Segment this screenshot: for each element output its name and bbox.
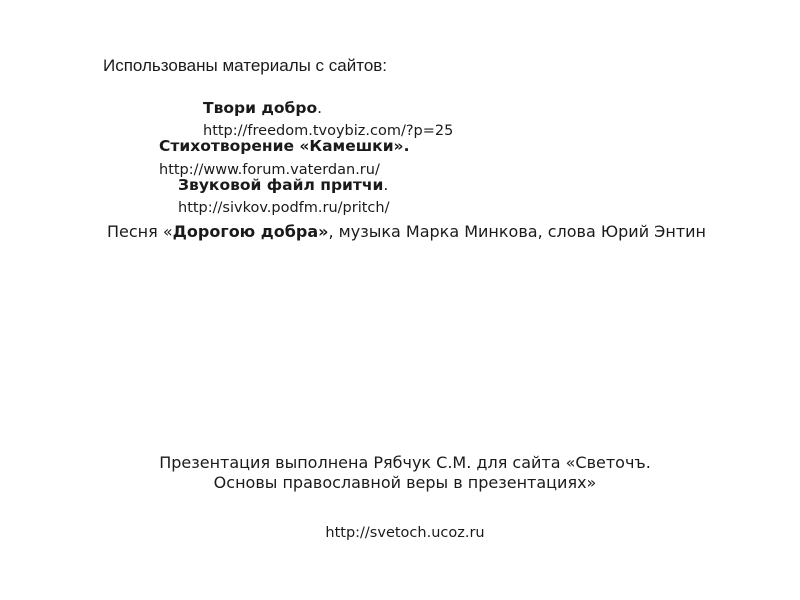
- source-title-2-text: Стихотворение «Камешки».: [159, 137, 410, 155]
- source-title-2: [159, 137, 409, 155]
- song-title: Дорогою добра»: [172, 222, 329, 241]
- source-url-2[interactable]: http://www.forum.vaterdan.ru/: [159, 162, 380, 178]
- source-title-1-text: Твори добро: [203, 99, 318, 117]
- source-url-1[interactable]: http://freedom.tvoybiz.com/?p=25: [203, 123, 454, 139]
- song-credit: [107, 222, 707, 242]
- song-prefix: Песня «: [107, 222, 173, 241]
- presentation-credit: Презентация выполнена Рябчук С.М. для сайта «Светочъ. Основы православной веры в презентациях»: [159, 453, 651, 492]
- source-title-3-text: Звуковой файл притчи: [178, 176, 384, 194]
- source-title-3: [178, 176, 388, 194]
- source-url-3[interactable]: http://sivkov.podfm.ru/pritch/: [178, 200, 390, 216]
- sources-heading: Использованы материалы с сайтов:: [103, 56, 388, 75]
- source-title-3-suffix: .: [383, 176, 389, 194]
- credit-url[interactable]: http://svetoch.ucoz.ru: [325, 525, 485, 541]
- source-title-1: [203, 99, 322, 117]
- source-title-1-suffix: .: [317, 99, 323, 117]
- song-suffix: , музыка Марка Минкова, слова Юрий Энтин: [328, 222, 706, 241]
